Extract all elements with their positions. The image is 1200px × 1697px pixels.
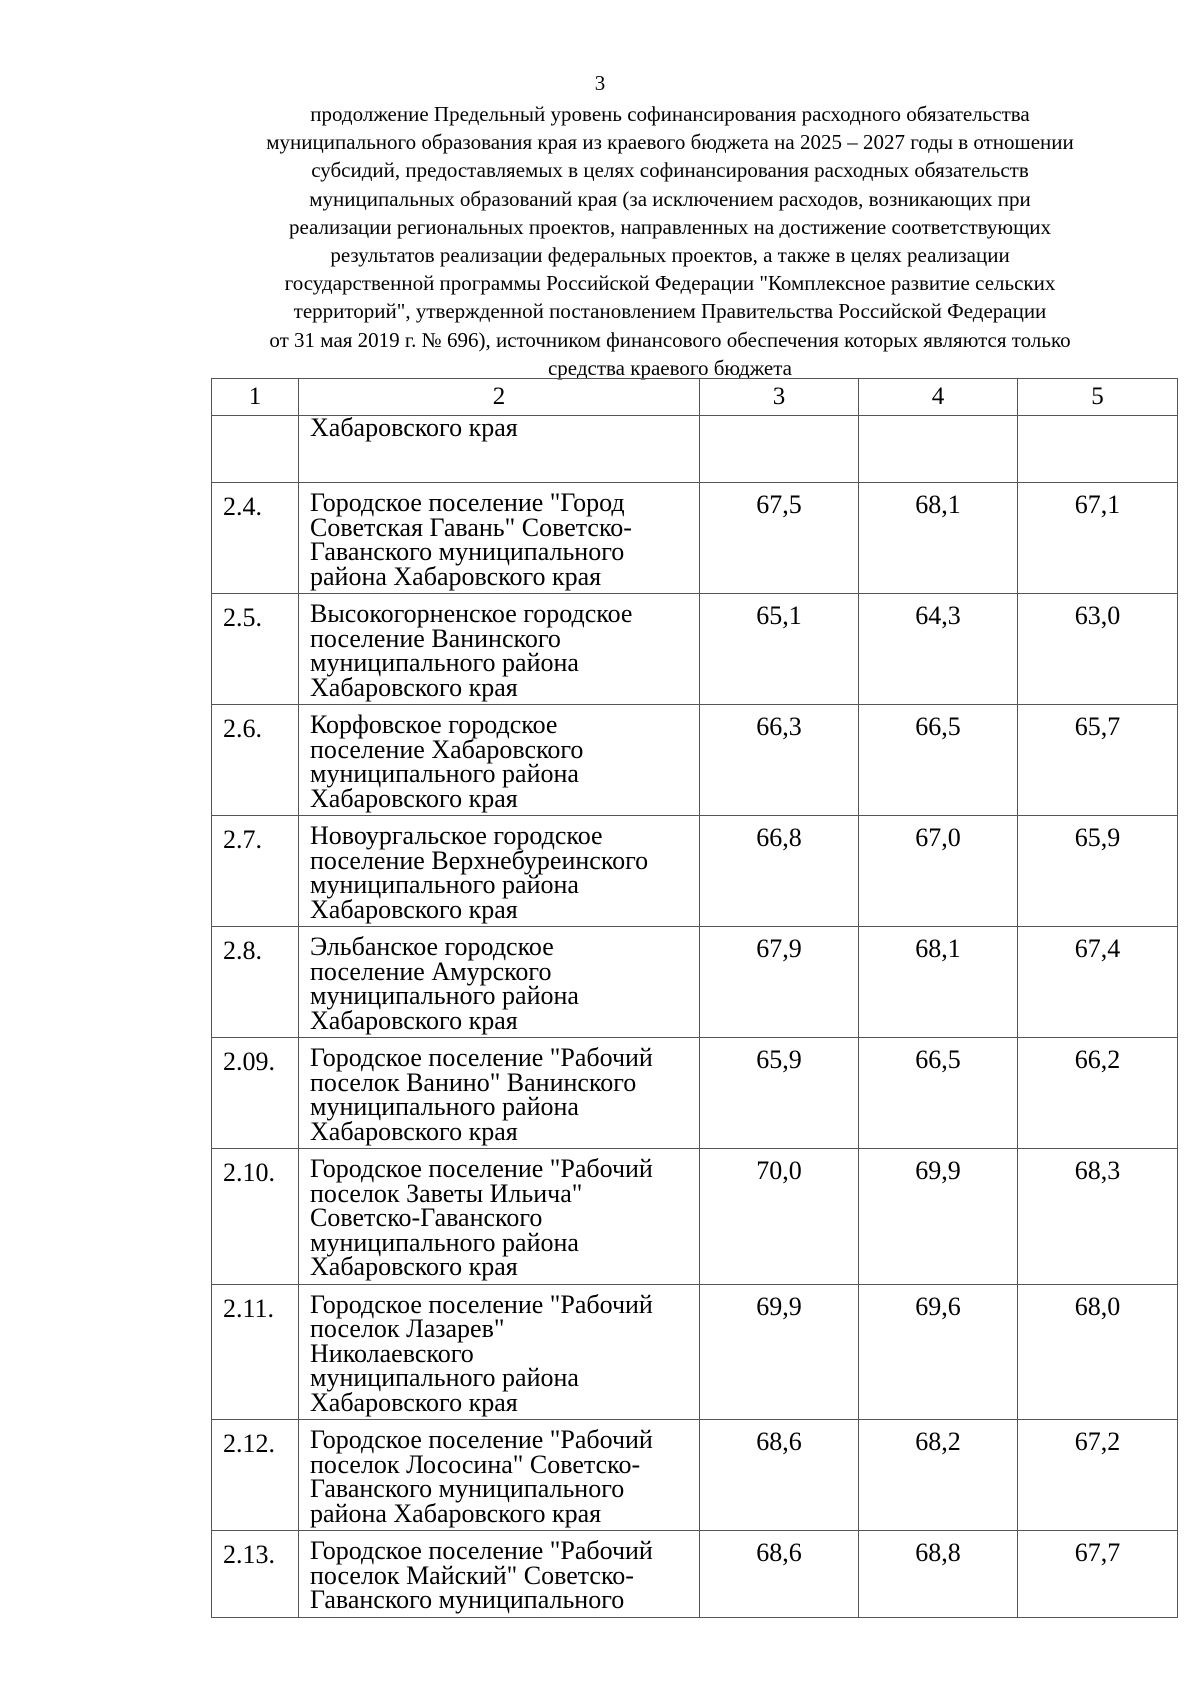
cofinancing-table — [211, 378, 1178, 1618]
value-text: 66,5 — [915, 1045, 961, 1074]
table-row — [212, 705, 1178, 816]
value-text: 65,1 — [756, 601, 802, 630]
value-cell-2025 — [700, 927, 859, 1038]
name-line: Городское поселение "Рабочий — [310, 1425, 653, 1454]
value-cell-2026 — [859, 1038, 1018, 1149]
name-line: поселение Амурского — [310, 956, 552, 986]
table-row — [212, 594, 1178, 705]
heading-line: территорий", утвержденной постановлением Правительства Российской Федерации — [293, 299, 1047, 324]
heading-line: от 31 мая 2019 г. № 696), источником финансового обеспечения которых являются только — [269, 327, 1071, 352]
value-cell-2026 — [859, 483, 1018, 594]
name-cell — [299, 594, 700, 705]
value-cell-2027 — [1018, 1420, 1178, 1531]
name-line: Хабаровского края — [310, 1005, 518, 1035]
value-text: 66,3 — [756, 712, 802, 741]
value-text: 68,8 — [915, 1538, 961, 1567]
number-cell — [212, 1149, 299, 1285]
name-line: Корфовское городское — [310, 710, 558, 739]
value-cell-2026 — [859, 1284, 1018, 1420]
name-line: Городское поселение "Рабочий — [310, 1154, 653, 1183]
value-cell-2025 — [700, 1531, 859, 1618]
value-text: 68,6 — [756, 1427, 802, 1456]
value-cell-2025 — [700, 483, 859, 594]
name-line: Гаванского муниципального — [310, 537, 625, 566]
number-cell — [212, 1038, 299, 1149]
value-text: 66,8 — [756, 823, 802, 852]
number-cell — [212, 483, 299, 594]
row-number: 2.4. — [223, 492, 262, 521]
name-line: поселение Верхнебуреинского — [310, 845, 649, 875]
name-line: Городское поселение "Рабочий — [310, 1289, 653, 1319]
heading-line: реализации региональных проектов, направленных на достижение соответствующих — [288, 214, 1052, 239]
value-cell-2026 — [859, 416, 1018, 483]
value-text: 65,9 — [1074, 823, 1121, 852]
name-line: муниципального района — [310, 981, 579, 1010]
value-cell-2026 — [859, 927, 1018, 1038]
number-cell — [212, 1420, 299, 1531]
name-line: поселок Лососина" Советско- — [310, 1449, 641, 1479]
value-text: 67,0 — [915, 823, 961, 852]
value-text: 70,0 — [756, 1156, 802, 1185]
header-cell-2: 2 — [299, 379, 700, 416]
value-cell-2025 — [700, 416, 859, 483]
heading-line: продолжение Предельный уровень софинансирования расходного обязательства — [310, 102, 1030, 126]
name-line: Хабаровского края — [310, 894, 518, 924]
value-text: 69,9 — [915, 1156, 961, 1185]
heading-line: муниципальных образований края (за исключением расходов, возникающих при — [309, 186, 1031, 211]
name-line: Высокогорненское городское — [310, 599, 633, 628]
name-line: района Хабаровского края — [310, 561, 602, 591]
value-text: 69,9 — [756, 1291, 802, 1321]
name-line: Хабаровского края — [310, 1252, 518, 1281]
heading-line: субсидий, предоставляемых в целях софинансирования расходных обязательств — [311, 158, 1029, 183]
value-cell-2027 — [1018, 816, 1178, 927]
value-text: 65,9 — [756, 1045, 802, 1074]
value-cell-2027 — [1018, 1149, 1178, 1285]
name-cell — [299, 927, 700, 1038]
name-cell — [299, 413, 700, 483]
name-cell — [299, 483, 700, 594]
value-cell-2027 — [1018, 594, 1178, 705]
number-cell — [212, 816, 299, 927]
table-row — [212, 927, 1178, 1038]
value-cell-2027 — [1018, 483, 1178, 594]
value-cell-2025 — [700, 705, 859, 816]
value-text: 67,9 — [756, 934, 802, 963]
value-text: 68,6 — [756, 1538, 802, 1567]
page-number: 3 — [594, 71, 606, 95]
name-line: муниципального района — [310, 648, 579, 677]
name-line: муниципального района — [310, 1227, 579, 1257]
name-line: Хабаровского края — [310, 1116, 518, 1146]
table-header-row — [212, 379, 1178, 416]
table-row — [212, 1149, 1178, 1285]
name-cell — [299, 1284, 700, 1420]
name-cell — [299, 1531, 700, 1618]
name-line: муниципального района — [310, 1363, 579, 1392]
name-line: поселение Хабаровского — [310, 734, 584, 764]
row-number: 2.6. — [223, 714, 262, 743]
heading-line: результатов реализации федеральных проектов, а также в целях реализации — [330, 243, 1010, 268]
row-number: 2.7. — [223, 825, 262, 854]
number-cell — [212, 705, 299, 816]
value-cell-2026 — [859, 1420, 1018, 1531]
table-row — [212, 816, 1178, 927]
value-cell-2027 — [1018, 1038, 1178, 1149]
name-line: поселение Ванинского — [310, 623, 561, 653]
name-line: поселок Майский" Советско- — [310, 1560, 634, 1590]
header-cell-5: 5 — [1018, 379, 1178, 416]
value-text: 68,1 — [915, 934, 961, 963]
name-cell — [299, 1420, 700, 1531]
number-cell — [212, 1284, 299, 1420]
name-cell — [299, 1149, 700, 1285]
name-cell — [299, 1038, 700, 1149]
value-cell-2025 — [700, 594, 859, 705]
name-line: Николаевского — [310, 1338, 474, 1368]
name-line: Гаванского муниципального — [310, 1585, 625, 1614]
value-text: 66,5 — [915, 712, 961, 741]
number-cell — [212, 416, 299, 483]
value-text: 65,7 — [1074, 712, 1121, 741]
value-text: 67,2 — [1074, 1427, 1121, 1456]
value-text: 68,3 — [1074, 1156, 1121, 1185]
value-cell-2025 — [700, 1149, 859, 1285]
name-line: Городское поселение "Рабочий — [310, 1536, 653, 1565]
table-row — [212, 1038, 1178, 1149]
name-line: Хабаровского края — [310, 783, 518, 813]
heading-line: государственной программы Российской Федерации "Комплексное развитие сельских — [284, 271, 1056, 296]
value-cell-2026 — [859, 594, 1018, 705]
table-row — [212, 1420, 1178, 1531]
name-line: Хабаровского края — [310, 1387, 518, 1417]
row-number: 2.5. — [223, 603, 262, 632]
name-cell — [299, 816, 700, 927]
value-cell-2026 — [859, 816, 1018, 927]
continuation-row — [212, 416, 1178, 483]
value-text: 67,7 — [1074, 1538, 1121, 1567]
value-text: 64,3 — [915, 601, 961, 630]
name-line: поселок Лазарев" — [310, 1314, 505, 1343]
value-cell-2027 — [1018, 1284, 1178, 1420]
name-line: Новоургальское городское — [310, 821, 603, 850]
value-cell-2026 — [859, 705, 1018, 816]
name-line: района Хабаровского края — [310, 1498, 602, 1528]
value-text: 68,2 — [915, 1427, 961, 1456]
value-cell-2027 — [1018, 705, 1178, 816]
name-cell — [299, 705, 700, 816]
header-cell-3: 3 — [700, 379, 859, 416]
row-number: 2.8. — [223, 936, 262, 965]
document-heading — [190, 100, 1150, 382]
name-line: Гаванского муниципального — [310, 1474, 625, 1503]
name-line: поселок Заветы Ильича" — [310, 1178, 583, 1208]
value-text: 67,5 — [756, 490, 802, 519]
name-line: Советская Гавань" Советско- — [310, 512, 632, 542]
heading-line: средства краевого бюджета — [547, 355, 792, 380]
table-row — [212, 1531, 1178, 1618]
name-line: Хабаровского края — [310, 672, 518, 702]
heading-line: муниципального образования края из краевого бюджета на 2025 – 2027 годы в отношении — [266, 130, 1074, 155]
value-text: 68,0 — [1074, 1291, 1121, 1321]
name-line: поселок Ванино" Ванинского — [310, 1067, 637, 1097]
header-cell-1: 1 — [212, 379, 299, 416]
name-line: муниципального района — [310, 759, 579, 788]
name-line: муниципального района — [310, 870, 579, 899]
value-text: 63,0 — [1074, 601, 1121, 630]
name-line: Советско-Гаванского — [310, 1203, 543, 1232]
name-line: Городское поселение "Город — [310, 488, 625, 517]
value-cell-2025 — [700, 1038, 859, 1149]
row-number: 2.10. — [223, 1158, 275, 1187]
value-cell-2025 — [700, 816, 859, 927]
value-cell-2027 — [1018, 1531, 1178, 1618]
value-cell-2025 — [700, 1284, 859, 1420]
value-text: 69,6 — [915, 1291, 961, 1321]
header-cell-4: 4 — [859, 379, 1018, 416]
value-text: 68,1 — [915, 490, 961, 519]
value-text: 67,4 — [1074, 934, 1121, 963]
row-number: 2.11. — [223, 1293, 275, 1323]
value-text: 67,1 — [1074, 490, 1121, 519]
value-cell-2027 — [1018, 416, 1178, 483]
number-cell — [212, 594, 299, 705]
row-number: 2.09. — [223, 1047, 275, 1076]
table-row — [212, 1284, 1178, 1420]
number-cell — [212, 927, 299, 1038]
name-line: Эльбанское городское — [310, 932, 554, 961]
value-cell-2027 — [1018, 927, 1178, 1038]
table-row — [212, 483, 1178, 594]
value-cell-2026 — [859, 1531, 1018, 1618]
value-cell-2026 — [859, 1149, 1018, 1285]
name-line: Городское поселение "Рабочий — [310, 1043, 653, 1072]
value-text: 66,2 — [1074, 1045, 1121, 1074]
row-number: 2.13. — [223, 1540, 275, 1569]
name-line: Хабаровского края — [310, 413, 518, 442]
number-cell — [212, 1531, 299, 1618]
name-line: муниципального района — [310, 1092, 579, 1121]
row-number: 2.12. — [223, 1429, 275, 1458]
value-cell-2025 — [700, 1420, 859, 1531]
